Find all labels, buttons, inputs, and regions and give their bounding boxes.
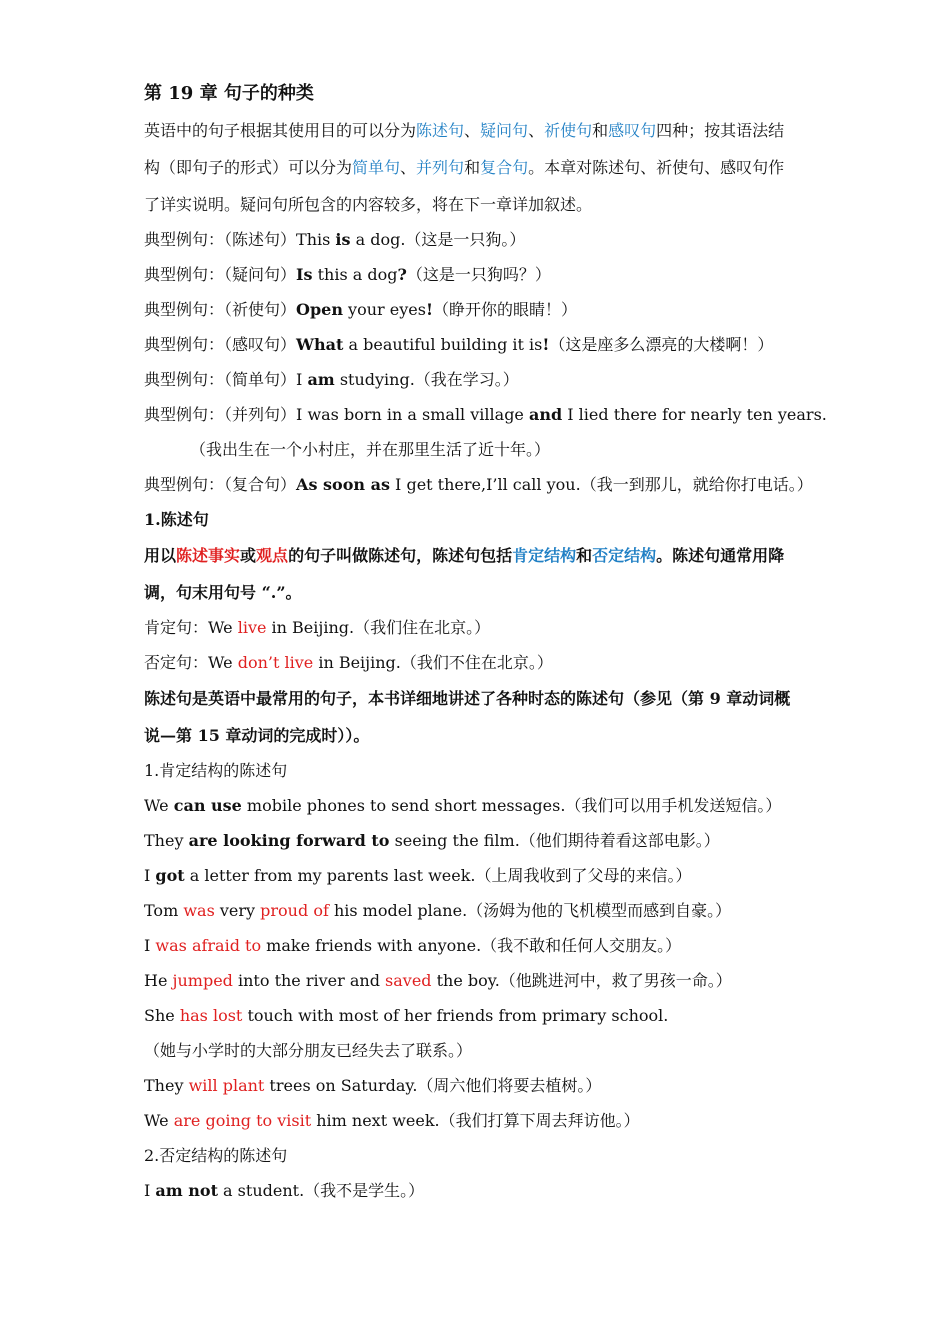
bold-word: As soon as [296, 475, 390, 494]
text: I [144, 866, 156, 885]
text: We [144, 796, 174, 815]
bold-word: Open [296, 300, 343, 319]
highlight-red: saved [385, 971, 432, 990]
highlight-red: proud of [260, 901, 329, 920]
example-prefix: 典型例句： [144, 405, 225, 424]
highlight-red: will plant [188, 1076, 265, 1095]
text: 否定句：We [144, 653, 238, 672]
text: I get there,I’ll call you.（我一到那儿，就给你打电话。） [389, 475, 813, 494]
text: mobile phones to send short messages.（我们可以用手机发送短信。） [241, 796, 782, 815]
example-simple [144, 369, 519, 391]
affirm-line-7-translation: （她与小学时的大部分朋友已经失去了联系。） [144, 1041, 473, 1060]
text: They [144, 831, 189, 850]
term-interrogative: 疑问句 [480, 121, 529, 140]
highlight-red: has lost [179, 1006, 243, 1025]
intro-paragraph [144, 112, 799, 223]
highlight-blue: 否定结构 [592, 546, 657, 565]
text: into the river and [232, 971, 386, 990]
highlight-red: 观点 [256, 546, 289, 565]
text: seeing the film.（他们期待着看这部电影。） [389, 831, 720, 850]
affirmative-example [144, 617, 490, 639]
bold-word: am not [155, 1181, 218, 1200]
text: 肯定句：We [144, 618, 238, 637]
sep: 、 [400, 158, 417, 177]
example-declarative [144, 229, 525, 251]
bold-word: is [335, 230, 351, 249]
text: 和 [576, 546, 593, 565]
bold-word: Is [296, 265, 313, 284]
chapter-title: 第 19 章 句子的种类 [144, 83, 314, 104]
text: 。陈述句通常用降调，句末用句号 “.”。 [144, 546, 785, 602]
highlight-red: live [237, 618, 267, 637]
example-prefix: 典型例句： [144, 265, 225, 284]
text: 用以 [144, 546, 177, 565]
text: 或 [240, 546, 257, 565]
highlight-blue: 肯定结构 [512, 546, 577, 565]
declarative-definition [144, 537, 799, 611]
highlight-red: jumped [172, 971, 233, 990]
text: make friends with anyone.（我不敢和任何人交朋友。） [261, 936, 682, 955]
affirm-line-3 [144, 865, 692, 887]
bold-word: What [296, 335, 344, 354]
example-complex [144, 474, 813, 496]
negative-line-1 [144, 1180, 424, 1202]
text: your eyes [342, 300, 426, 319]
text: him next week.（我们打算下周去拜访他。） [311, 1111, 640, 1130]
term-exclamatory: 感叹句 [608, 121, 657, 140]
bold-word: am [307, 370, 335, 389]
bold-word: can use [173, 796, 242, 815]
intro-text: 英语中的句子根据其使用目的可以分为 [144, 121, 417, 140]
intro-text: 四种；按其语法结构（即句子的形式）可以分为 [144, 121, 785, 177]
sep: 和 [592, 121, 609, 140]
highlight-red: was [183, 901, 215, 920]
text: He [144, 971, 173, 990]
affirm-line-1 [144, 795, 781, 817]
affirm-line-7 [144, 1005, 668, 1027]
section-heading-declarative: 1.陈述句 [144, 510, 209, 529]
term-compound: 并列句 [416, 158, 465, 177]
text: （睁开你的眼睛！） [432, 300, 577, 319]
example-tag: （并列句） [224, 405, 297, 424]
bold-word: ! [425, 300, 433, 319]
text: a beautiful building it is [343, 335, 543, 354]
bold-word: ? [397, 265, 407, 284]
example-prefix: 典型例句： [144, 370, 225, 389]
text: this a dog [312, 265, 398, 284]
negative-example [144, 652, 553, 674]
text: I [296, 370, 308, 389]
negative-heading: 2.否定结构的陈述句 [144, 1146, 288, 1165]
sep: 、 [464, 121, 481, 140]
example-prefix: 典型例句： [144, 230, 225, 249]
affirm-line-8 [144, 1075, 601, 1097]
highlight-red: don’t live [237, 653, 314, 672]
example-compound [144, 404, 827, 426]
example-prefix: 典型例句： [144, 300, 225, 319]
example-tag: （简单句） [224, 370, 297, 389]
text: Tom [144, 901, 184, 920]
term-imperative: 祈使句 [544, 121, 593, 140]
bold-word: got [155, 866, 185, 885]
text: a letter from my parents last week.（上周我收到了父母的来信。） [184, 866, 692, 885]
text: in Beijing.（我们住在北京。） [266, 618, 491, 637]
text: I [144, 1181, 156, 1200]
example-tag: （感叹句） [224, 335, 297, 354]
term-simple: 简单句 [352, 158, 401, 177]
text: in Beijing.（我们不住在北京。） [313, 653, 553, 672]
example-imperative [144, 299, 577, 321]
text: his model plane.（汤姆为他的飞机模型而感到自豪。） [328, 901, 732, 920]
text: I was born in a small village [296, 405, 529, 424]
affirm-line-5 [144, 935, 681, 957]
text: （这是座多么漂亮的大楼啊！） [549, 335, 774, 354]
example-tag: （祈使句） [224, 300, 297, 319]
text: 的句子叫做陈述句，陈述句包括 [288, 546, 513, 565]
text: a student.（我不是学生。） [217, 1181, 425, 1200]
affirm-line-4 [144, 900, 731, 922]
text: We [144, 1111, 174, 1130]
term-declarative: 陈述句 [416, 121, 465, 140]
example-tag: （陈述句） [224, 230, 297, 249]
text: the boy.（他跳进河中，救了男孩一命。） [431, 971, 732, 990]
text: very [214, 901, 261, 920]
text: （这是一只狗吗？） [406, 265, 551, 284]
example-tag: （复合句） [224, 475, 297, 494]
example-interrogative [144, 264, 551, 286]
text: She [144, 1006, 180, 1025]
text: touch with most of her friends from primary school. [242, 1006, 669, 1025]
example-compound-translation: （我出生在一个小村庄，并在那里生活了近十年。） [190, 440, 551, 459]
sep: 和 [464, 158, 481, 177]
bold-word: are looking forward to [188, 831, 390, 850]
text: This [296, 230, 336, 249]
highlight-red: was afraid to [155, 936, 262, 955]
text: studying.（我在学习。） [334, 370, 519, 389]
term-complex: 复合句 [480, 158, 529, 177]
affirm-line-6 [144, 970, 732, 992]
bold-word: and [528, 405, 563, 424]
bold-word: ! [542, 335, 550, 354]
example-prefix: 典型例句： [144, 335, 225, 354]
example-tag: （疑问句） [224, 265, 297, 284]
text: I [144, 936, 156, 955]
example-exclamatory [144, 334, 773, 356]
text: I lied there for nearly ten years. [562, 405, 827, 424]
highlight-red: are going to visit [173, 1111, 312, 1130]
text: They [144, 1076, 189, 1095]
example-prefix: 典型例句： [144, 475, 225, 494]
affirm-line-9 [144, 1110, 640, 1132]
affirmative-heading: 1.肯定结构的陈述句 [144, 761, 288, 780]
text: a dog.（这是一只狗。） [350, 230, 526, 249]
sep: 、 [528, 121, 545, 140]
intro-text: 。本章对陈述句、祈使句、感叹句作了详实说明。疑问句所包含的内容较多，将在下一章详加叙述。 [144, 158, 785, 214]
declarative-note: 陈述句是英语中最常用的句子，本书详细地讲述了各种时态的陈述句（参见（第 9 章动词概说—第 15 章动词的完成时））。 [144, 689, 791, 745]
text: trees on Saturday.（周六他们将要去植树。） [264, 1076, 602, 1095]
highlight-red: 陈述事实 [176, 546, 241, 565]
affirm-line-2 [144, 830, 720, 852]
